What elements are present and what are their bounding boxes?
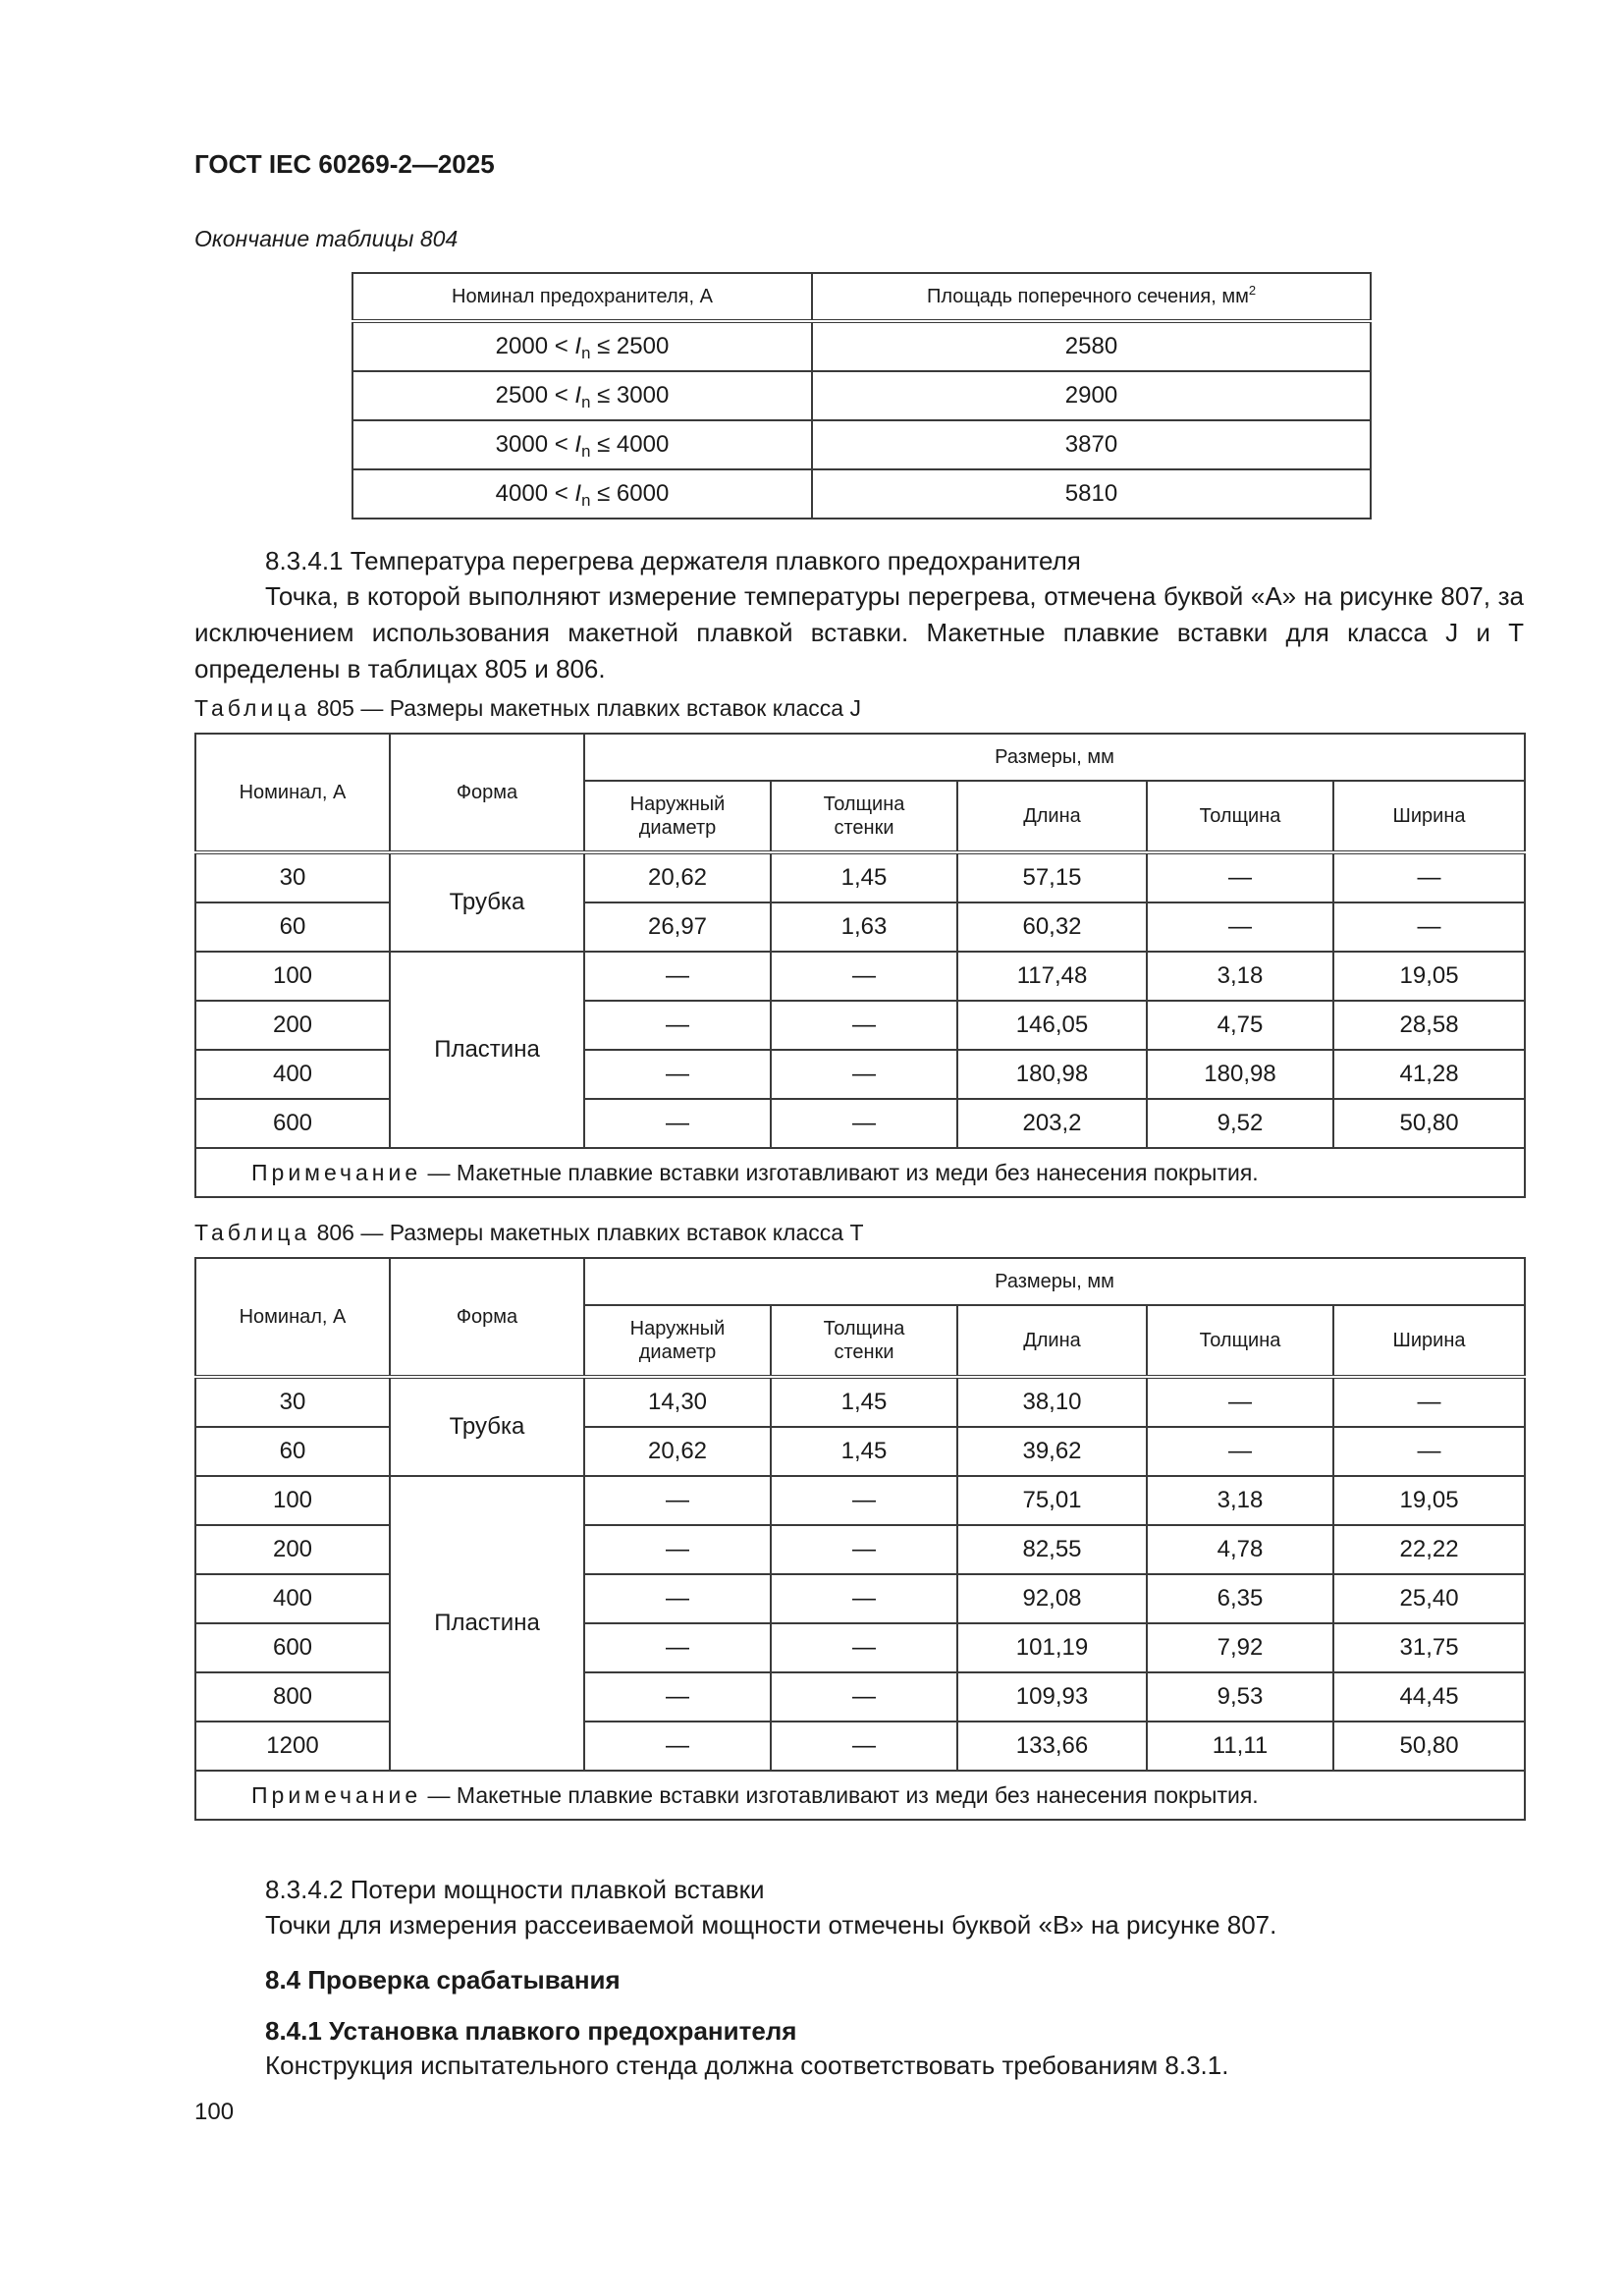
- range-upper: ≤ 4000: [597, 431, 670, 458]
- section-8341-text: Точка, в которой выполняют измерение температуры перегрева, отмечена буквой «А» на рисунке 807, за исключением использования макетной плавкой вставки. Макетные плавкие вставки для класса J и T определены в таблицах 805 и 806.: [194, 581, 1524, 683]
- cell-value: —: [584, 1525, 771, 1574]
- table-row: [352, 420, 1371, 469]
- current-symbol: I: [574, 480, 582, 507]
- cell-value: —: [1333, 1427, 1525, 1476]
- cell-nominal: 100: [195, 952, 390, 1001]
- cell-value: 3,18: [1147, 1476, 1333, 1525]
- cell-value: 7,92: [1147, 1623, 1333, 1672]
- header-sizes: Размеры, мм: [584, 1258, 1525, 1305]
- page-number: 100: [194, 2099, 235, 2125]
- rating-range: [352, 420, 812, 469]
- rating-range: [352, 469, 812, 519]
- cell-value: —: [771, 1574, 957, 1623]
- cell-value: —: [1147, 1427, 1333, 1476]
- header-line: Толщина: [823, 1318, 905, 1339]
- cell-value: —: [1147, 902, 1333, 952]
- current-subscript: n: [581, 491, 591, 511]
- cell-value: —: [771, 1525, 957, 1574]
- cell-value: —: [584, 1050, 771, 1099]
- cell-nominal: 1200: [195, 1722, 390, 1771]
- cell-form-plate: Пластина: [390, 952, 584, 1148]
- cell-value: 41,28: [1333, 1050, 1525, 1099]
- current-subscript: n: [581, 442, 591, 462]
- table-804: [352, 272, 1372, 519]
- area-value: 3870: [812, 420, 1371, 469]
- header-length: Длина: [957, 1305, 1147, 1377]
- table-row: [195, 1377, 1525, 1427]
- cell-value: 9,52: [1147, 1099, 1333, 1148]
- cell-value: —: [1333, 902, 1525, 952]
- cell-nominal: 400: [195, 1050, 390, 1099]
- cell-value: —: [771, 1672, 957, 1722]
- area-value: 2580: [812, 321, 1371, 371]
- cell-value: 9,53: [1147, 1672, 1333, 1722]
- cell-value: 38,10: [957, 1377, 1147, 1427]
- table-row: [352, 371, 1371, 420]
- cell-value: —: [771, 952, 957, 1001]
- header-nominal: Номинал, А: [195, 734, 390, 852]
- table-806-caption: [194, 1220, 864, 1246]
- cell-value: 19,05: [1333, 952, 1525, 1001]
- cell-value: 57,15: [957, 852, 1147, 902]
- cell-nominal: 600: [195, 1099, 390, 1148]
- cell-value: 19,05: [1333, 1476, 1525, 1525]
- cell-value: —: [1333, 1377, 1525, 1427]
- cell-value: —: [771, 1001, 957, 1050]
- cell-value: 50,80: [1333, 1722, 1525, 1771]
- header-line: стенки: [834, 817, 894, 839]
- cell-value: 25,40: [1333, 1574, 1525, 1623]
- cell-value: 180,98: [1147, 1050, 1333, 1099]
- cell-value: —: [584, 1574, 771, 1623]
- cell-value: 20,62: [584, 852, 771, 902]
- caption-text: 806 — Размеры макетных плавких вставок класса T: [316, 1220, 864, 1245]
- range-upper: ≤ 6000: [597, 480, 670, 507]
- cell-value: —: [771, 1476, 957, 1525]
- section-8342-text: Точки для измерения рассеиваемой мощности отмечены буквой «В» на рисунке 807.: [265, 1910, 1277, 1940]
- rating-range: [352, 321, 812, 371]
- table-806-note: [195, 1771, 1525, 1820]
- cell-value: —: [771, 1099, 957, 1148]
- cell-value: 44,45: [1333, 1672, 1525, 1722]
- cell-value: 60,32: [957, 902, 1147, 952]
- cell-value: 14,30: [584, 1377, 771, 1427]
- table-805: [194, 733, 1526, 1198]
- cell-value: 101,19: [957, 1623, 1147, 1672]
- current-subscript: n: [581, 344, 591, 363]
- caption-word: Таблица: [194, 1220, 311, 1245]
- cell-value: 4,78: [1147, 1525, 1333, 1574]
- table-805-caption: [194, 695, 861, 722]
- cell-value: 1,45: [771, 852, 957, 902]
- header-outer-diameter: [584, 781, 771, 852]
- header-width: Ширина: [1333, 781, 1525, 852]
- cell-value: 26,97: [584, 902, 771, 952]
- cell-value: 50,80: [1333, 1099, 1525, 1148]
- cell-value: 4,75: [1147, 1001, 1333, 1050]
- table-804-header-rating: Номинал предохранителя, А: [352, 273, 812, 321]
- caption-word: Таблица: [194, 695, 311, 721]
- note-word: Примечание: [251, 1781, 422, 1808]
- header-thickness: Толщина: [1147, 781, 1333, 852]
- cell-nominal: 200: [195, 1001, 390, 1050]
- header-line: диаметр: [638, 817, 717, 839]
- range-lower: 3000 <: [495, 431, 568, 458]
- range-lower: 2500 <: [495, 382, 568, 409]
- cell-value: 11,11: [1147, 1722, 1333, 1771]
- table-804-header-area: [812, 273, 1371, 321]
- cell-value: 28,58: [1333, 1001, 1525, 1050]
- header-sizes: Размеры, мм: [584, 734, 1525, 781]
- cell-value: —: [1147, 852, 1333, 902]
- header-form: Форма: [390, 734, 584, 852]
- area-header-sup: 2: [1248, 283, 1257, 299]
- cell-nominal: 60: [195, 902, 390, 952]
- header-form: Форма: [390, 1258, 584, 1377]
- area-header-text: Площадь поперечного сечения, мм: [926, 285, 1249, 307]
- area-value: 5810: [812, 469, 1371, 519]
- current-symbol: I: [574, 382, 582, 409]
- cell-form-tube: Трубка: [390, 1377, 584, 1476]
- table-806: [194, 1257, 1526, 1821]
- cell-value: 1,63: [771, 902, 957, 952]
- header-wall-thickness: [771, 781, 957, 852]
- cell-value: 109,93: [957, 1672, 1147, 1722]
- cell-value: 203,2: [957, 1099, 1147, 1148]
- table-row: [195, 1476, 1525, 1525]
- header-line: диаметр: [638, 1341, 717, 1363]
- document-header: ГОСТ IEC 60269-2—2025: [194, 149, 495, 179]
- cell-value: 1,45: [771, 1427, 957, 1476]
- table-row: [352, 469, 1371, 519]
- cell-nominal: 400: [195, 1574, 390, 1623]
- header-width: Ширина: [1333, 1305, 1525, 1377]
- cell-value: 1,45: [771, 1377, 957, 1427]
- cell-value: 75,01: [957, 1476, 1147, 1525]
- cell-value: 6,35: [1147, 1574, 1333, 1623]
- table-row: [195, 852, 1525, 902]
- header-line: Наружный: [629, 793, 726, 815]
- range-lower: 2000 <: [495, 333, 568, 359]
- cell-value: —: [1147, 1377, 1333, 1427]
- table-row: [352, 321, 1371, 371]
- section-8342-title: 8.3.4.2 Потери мощности плавкой вставки: [265, 1875, 765, 1904]
- header-wall-thickness: [771, 1305, 957, 1377]
- header-nominal: Номинал, А: [195, 1258, 390, 1377]
- cell-value: 92,08: [957, 1574, 1147, 1623]
- table-row: [195, 952, 1525, 1001]
- header-line: Толщина: [823, 793, 905, 815]
- table-805-note: [195, 1148, 1525, 1197]
- cell-value: —: [771, 1722, 957, 1771]
- range-upper: ≤ 3000: [597, 382, 670, 409]
- cell-value: 146,05: [957, 1001, 1147, 1050]
- current-symbol: I: [574, 333, 582, 359]
- cell-value: —: [1333, 852, 1525, 902]
- cell-value: —: [771, 1623, 957, 1672]
- cell-nominal: 30: [195, 1377, 390, 1427]
- cell-value: 117,48: [957, 952, 1147, 1001]
- cell-nominal: 30: [195, 852, 390, 902]
- cell-value: —: [584, 1001, 771, 1050]
- cell-nominal: 200: [195, 1525, 390, 1574]
- cell-value: —: [584, 1623, 771, 1672]
- cell-value: —: [771, 1050, 957, 1099]
- section-841-text: Конструкция испытательного стенда должна соответствовать требованиям 8.3.1.: [265, 2050, 1229, 2080]
- header-length: Длина: [957, 781, 1147, 852]
- cell-value: 31,75: [1333, 1623, 1525, 1672]
- note-text: — Макетные плавкие вставки изготавливают из меди без нанесения покрытия.: [421, 1159, 1259, 1185]
- cell-nominal: 100: [195, 1476, 390, 1525]
- current-subscript: n: [581, 393, 591, 412]
- cell-nominal: 800: [195, 1672, 390, 1722]
- cell-form-plate: Пластина: [390, 1476, 584, 1771]
- section-841-title: 8.4.1 Установка плавкого предохранителя: [265, 2016, 797, 2046]
- note-word: Примечание: [251, 1159, 422, 1185]
- cell-value: 3,18: [1147, 952, 1333, 1001]
- cell-value: —: [584, 952, 771, 1001]
- cell-value: 133,66: [957, 1722, 1147, 1771]
- header-line: Наружный: [629, 1318, 726, 1339]
- cell-value: 39,62: [957, 1427, 1147, 1476]
- table-804-caption: Окончание таблицы 804: [194, 226, 459, 251]
- header-thickness: Толщина: [1147, 1305, 1333, 1377]
- cell-value: 22,22: [1333, 1525, 1525, 1574]
- header-outer-diameter: [584, 1305, 771, 1377]
- note-text: — Макетные плавкие вставки изготавливают из меди без нанесения покрытия.: [421, 1781, 1259, 1808]
- cell-nominal: 60: [195, 1427, 390, 1476]
- cell-value: 20,62: [584, 1427, 771, 1476]
- range-upper: ≤ 2500: [597, 333, 670, 359]
- cell-value: —: [584, 1476, 771, 1525]
- caption-text: 805 — Размеры макетных плавких вставок класса J: [316, 695, 861, 721]
- cell-value: —: [584, 1099, 771, 1148]
- area-value: 2900: [812, 371, 1371, 420]
- section-8341-title: 8.3.4.1 Температура перегрева держателя плавкого предохранителя: [265, 546, 1081, 575]
- cell-value: —: [584, 1672, 771, 1722]
- section-84-title: 8.4 Проверка срабатывания: [265, 1965, 621, 1995]
- cell-value: 180,98: [957, 1050, 1147, 1099]
- rating-range: [352, 371, 812, 420]
- header-line: стенки: [834, 1341, 894, 1363]
- current-symbol: I: [574, 431, 582, 458]
- cell-form-tube: Трубка: [390, 852, 584, 952]
- range-lower: 4000 <: [495, 480, 568, 507]
- cell-value: 82,55: [957, 1525, 1147, 1574]
- cell-nominal: 600: [195, 1623, 390, 1672]
- cell-value: —: [584, 1722, 771, 1771]
